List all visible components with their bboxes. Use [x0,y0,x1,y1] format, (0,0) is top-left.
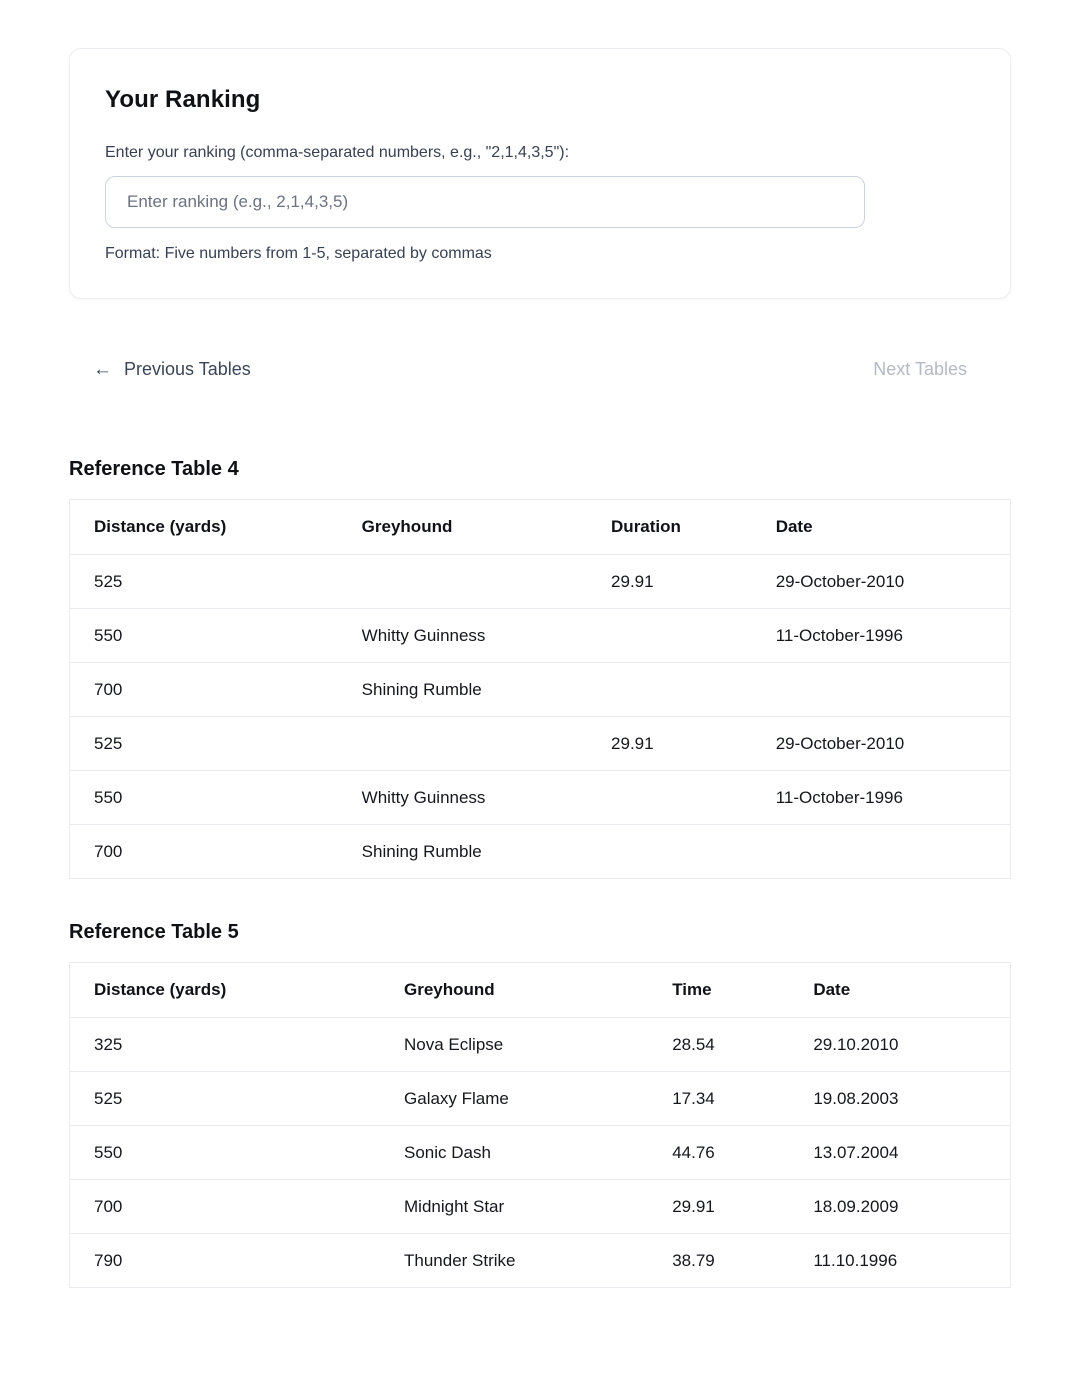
ranking-card [69,48,1011,299]
ranking-format-hint: Format: Five numbers from 1-5, separated by commas [105,245,492,262]
table-cell: 700 [70,663,338,717]
table-cell: 525 [70,717,338,771]
table-cell: Shining Rumble [338,663,587,717]
table-cell: 525 [70,1072,381,1126]
table-cell: 790 [94,1250,123,1270]
table-cell [587,825,752,879]
table-cell [338,717,587,771]
table-cell: 700 [94,841,123,861]
table-cell: Thunder Strike [404,1250,516,1270]
column-header: Greyhound [380,963,648,1018]
table-cell [587,609,752,663]
column-header: Time [648,963,789,1018]
table-row [70,825,1011,879]
table-cell: 550 [70,1126,381,1180]
reference-table-title: Reference Table 5 [69,921,239,943]
column-header: Duration [587,500,752,555]
table-cell: Whitty Guinness [338,609,587,663]
reference-table [69,962,1011,1288]
table-header-row [70,500,1011,555]
table-cell [752,663,1011,717]
table-cell: Whitty Guinness [338,771,587,825]
reference-table [69,499,1011,879]
table-cell: 29.91 [648,1180,789,1234]
reference-tables-container [69,458,1011,1288]
table-cell: Nova Eclipse [380,1018,648,1072]
table-cell: 550 [70,609,338,663]
ranking-input-label: Enter your ranking (comma-separated numbers, e.g., "2,1,4,3,5"): [105,144,570,161]
column-header: Date [752,500,1011,555]
table-cell: 11-October-1996 [752,609,1011,663]
reference-table-section [69,921,1011,1288]
table-header-row [70,963,1011,1018]
table-cell [587,771,752,825]
table-row [70,609,1011,663]
table-cell: Shining Rumble [361,841,482,861]
table-row [70,1126,1011,1180]
arrow-left-icon: ← [93,359,112,380]
table-cell [338,555,587,609]
ranking-card-title: Your Ranking [105,86,261,113]
table-cell: Midnight Star [380,1180,648,1234]
table-row [70,1180,1011,1234]
table-cell: 700 [70,1180,381,1234]
table-cell: 13.07.2004 [789,1126,1010,1180]
table-row [70,1072,1011,1126]
table-cell: 29.10.2010 [789,1018,1010,1072]
previous-tables-button[interactable] [93,359,251,380]
table-cell [587,663,752,717]
table-cell: Galaxy Flame [380,1072,648,1126]
table-cell: 18.09.2009 [789,1180,1010,1234]
reference-table-title: Reference Table 4 [69,458,239,480]
previous-tables-label: Previous Tables [124,359,251,379]
table-cell: 525 [70,555,338,609]
table-row [70,771,1011,825]
column-header: Greyhound [338,500,587,555]
tables-pagination [69,359,1011,380]
table-cell: 28.54 [648,1018,789,1072]
table-cell: 11.10.1996 [813,1250,898,1270]
table-cell: 29.91 [587,555,752,609]
column-header: Distance (yards) [70,963,381,1018]
table-cell: 29-October-2010 [752,717,1011,771]
reference-table-section [69,458,1011,879]
next-tables-button[interactable]: Next Tables [873,359,967,379]
table-cell: 17.34 [648,1072,789,1126]
table-cell: 11-October-1996 [752,771,1011,825]
table-row [70,717,1011,771]
table-cell: 325 [70,1018,381,1072]
table-cell: 550 [70,771,338,825]
column-header: Date [789,963,1010,1018]
table-cell: 29-October-2010 [752,555,1011,609]
table-cell: 29.91 [587,717,752,771]
table-row [70,1234,1011,1288]
table-row [70,555,1011,609]
ranking-input[interactable] [105,176,865,228]
column-header: Distance (yards) [70,500,338,555]
table-cell: 44.76 [648,1126,789,1180]
table-cell: 19.08.2003 [789,1072,1010,1126]
table-cell [752,825,1011,879]
table-row [70,1018,1011,1072]
table-cell: Sonic Dash [380,1126,648,1180]
table-row [70,663,1011,717]
table-cell: 38.79 [672,1250,715,1270]
